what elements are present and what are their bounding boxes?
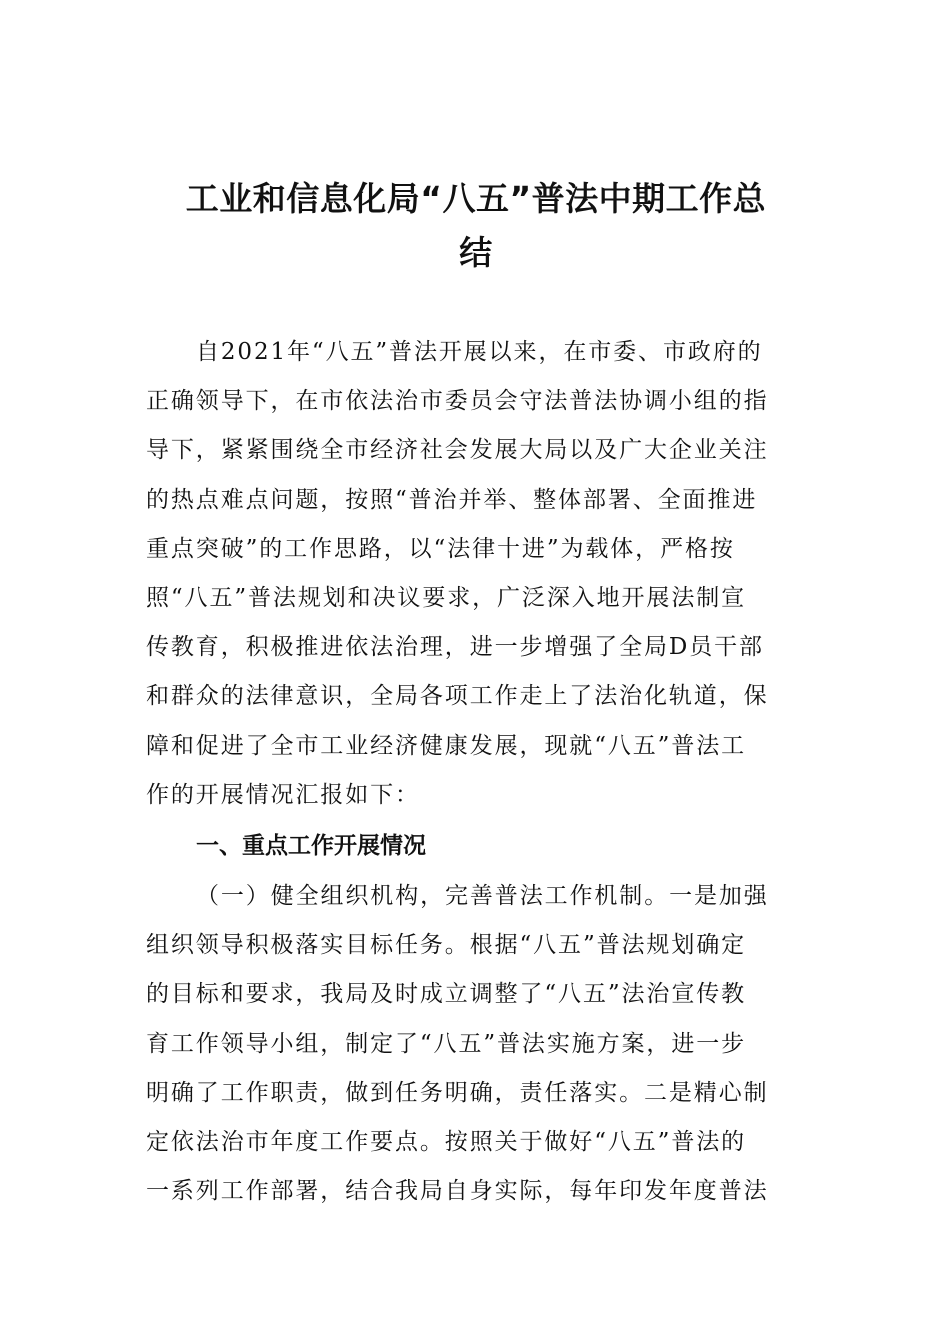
paragraph-line: 导下，紧紧围绕全市经济社会发展大局以及广大企业关注 — [146, 437, 769, 464]
paragraph-line: 明确了工作职责，做到任务明确，责任落实。二是精心制 — [146, 1079, 769, 1106]
title-line: 工业和信息化局“八五”普法中期工作总 — [185, 179, 767, 218]
paragraph-line: 照“八五”普法规划和决议要求，广泛深入地开展法制宣 — [146, 584, 747, 611]
section-heading: 一、重点工作开展情况 — [196, 833, 426, 859]
paragraph-line: 正确领导下，在市依法治市委员会守法普法协调小组的指 — [146, 388, 769, 415]
paragraph-line: 障和促进了全市工业经济健康发展，现就“八五”普法工 — [146, 732, 747, 759]
paragraph-line: 育工作领导小组，制定了“八五”普法实施方案，进一步 — [146, 1030, 747, 1057]
paragraph-line: 重点突破”的工作思路，以“法律十进”为载体，严格按 — [146, 535, 735, 562]
paragraph-line: 传教育，积极推进依法治理，进一步增强了全局D员干部 — [146, 634, 764, 661]
intro-paragraph — [146, 328, 806, 820]
document-title — [146, 172, 806, 280]
paragraph-line: 组织领导积极落实目标任务。根据“八五”普法规划确定 — [146, 932, 747, 959]
paragraph-line: 作的开展情况汇报如下： — [146, 781, 420, 808]
title-line: 结 — [459, 233, 493, 272]
paragraph-line: 定依法治市年度工作要点。按照关于做好“八五”普法的 — [146, 1128, 747, 1155]
paragraph-line: 的目标和要求，我局及时成立调整了“八五”法治宣传教 — [146, 981, 747, 1008]
paragraph-line: （一）健全组织机构，完善普法工作机制。一是加强 — [196, 883, 769, 909]
paragraph-line: 的热点难点问题，按照“普治并举、整体部署、全面推进 — [146, 486, 758, 513]
paragraph-line: 和群众的法律意识，全局各项工作走上了法治化轨道，保 — [146, 683, 769, 710]
section-paragraph — [146, 872, 806, 1216]
paragraph-line: 一系列工作部署，结合我局自身实际，每年印发年度普法 — [146, 1178, 769, 1205]
paragraph-line: 自2021年“八五”普法开展以来，在市委、市政府的 — [196, 339, 763, 365]
